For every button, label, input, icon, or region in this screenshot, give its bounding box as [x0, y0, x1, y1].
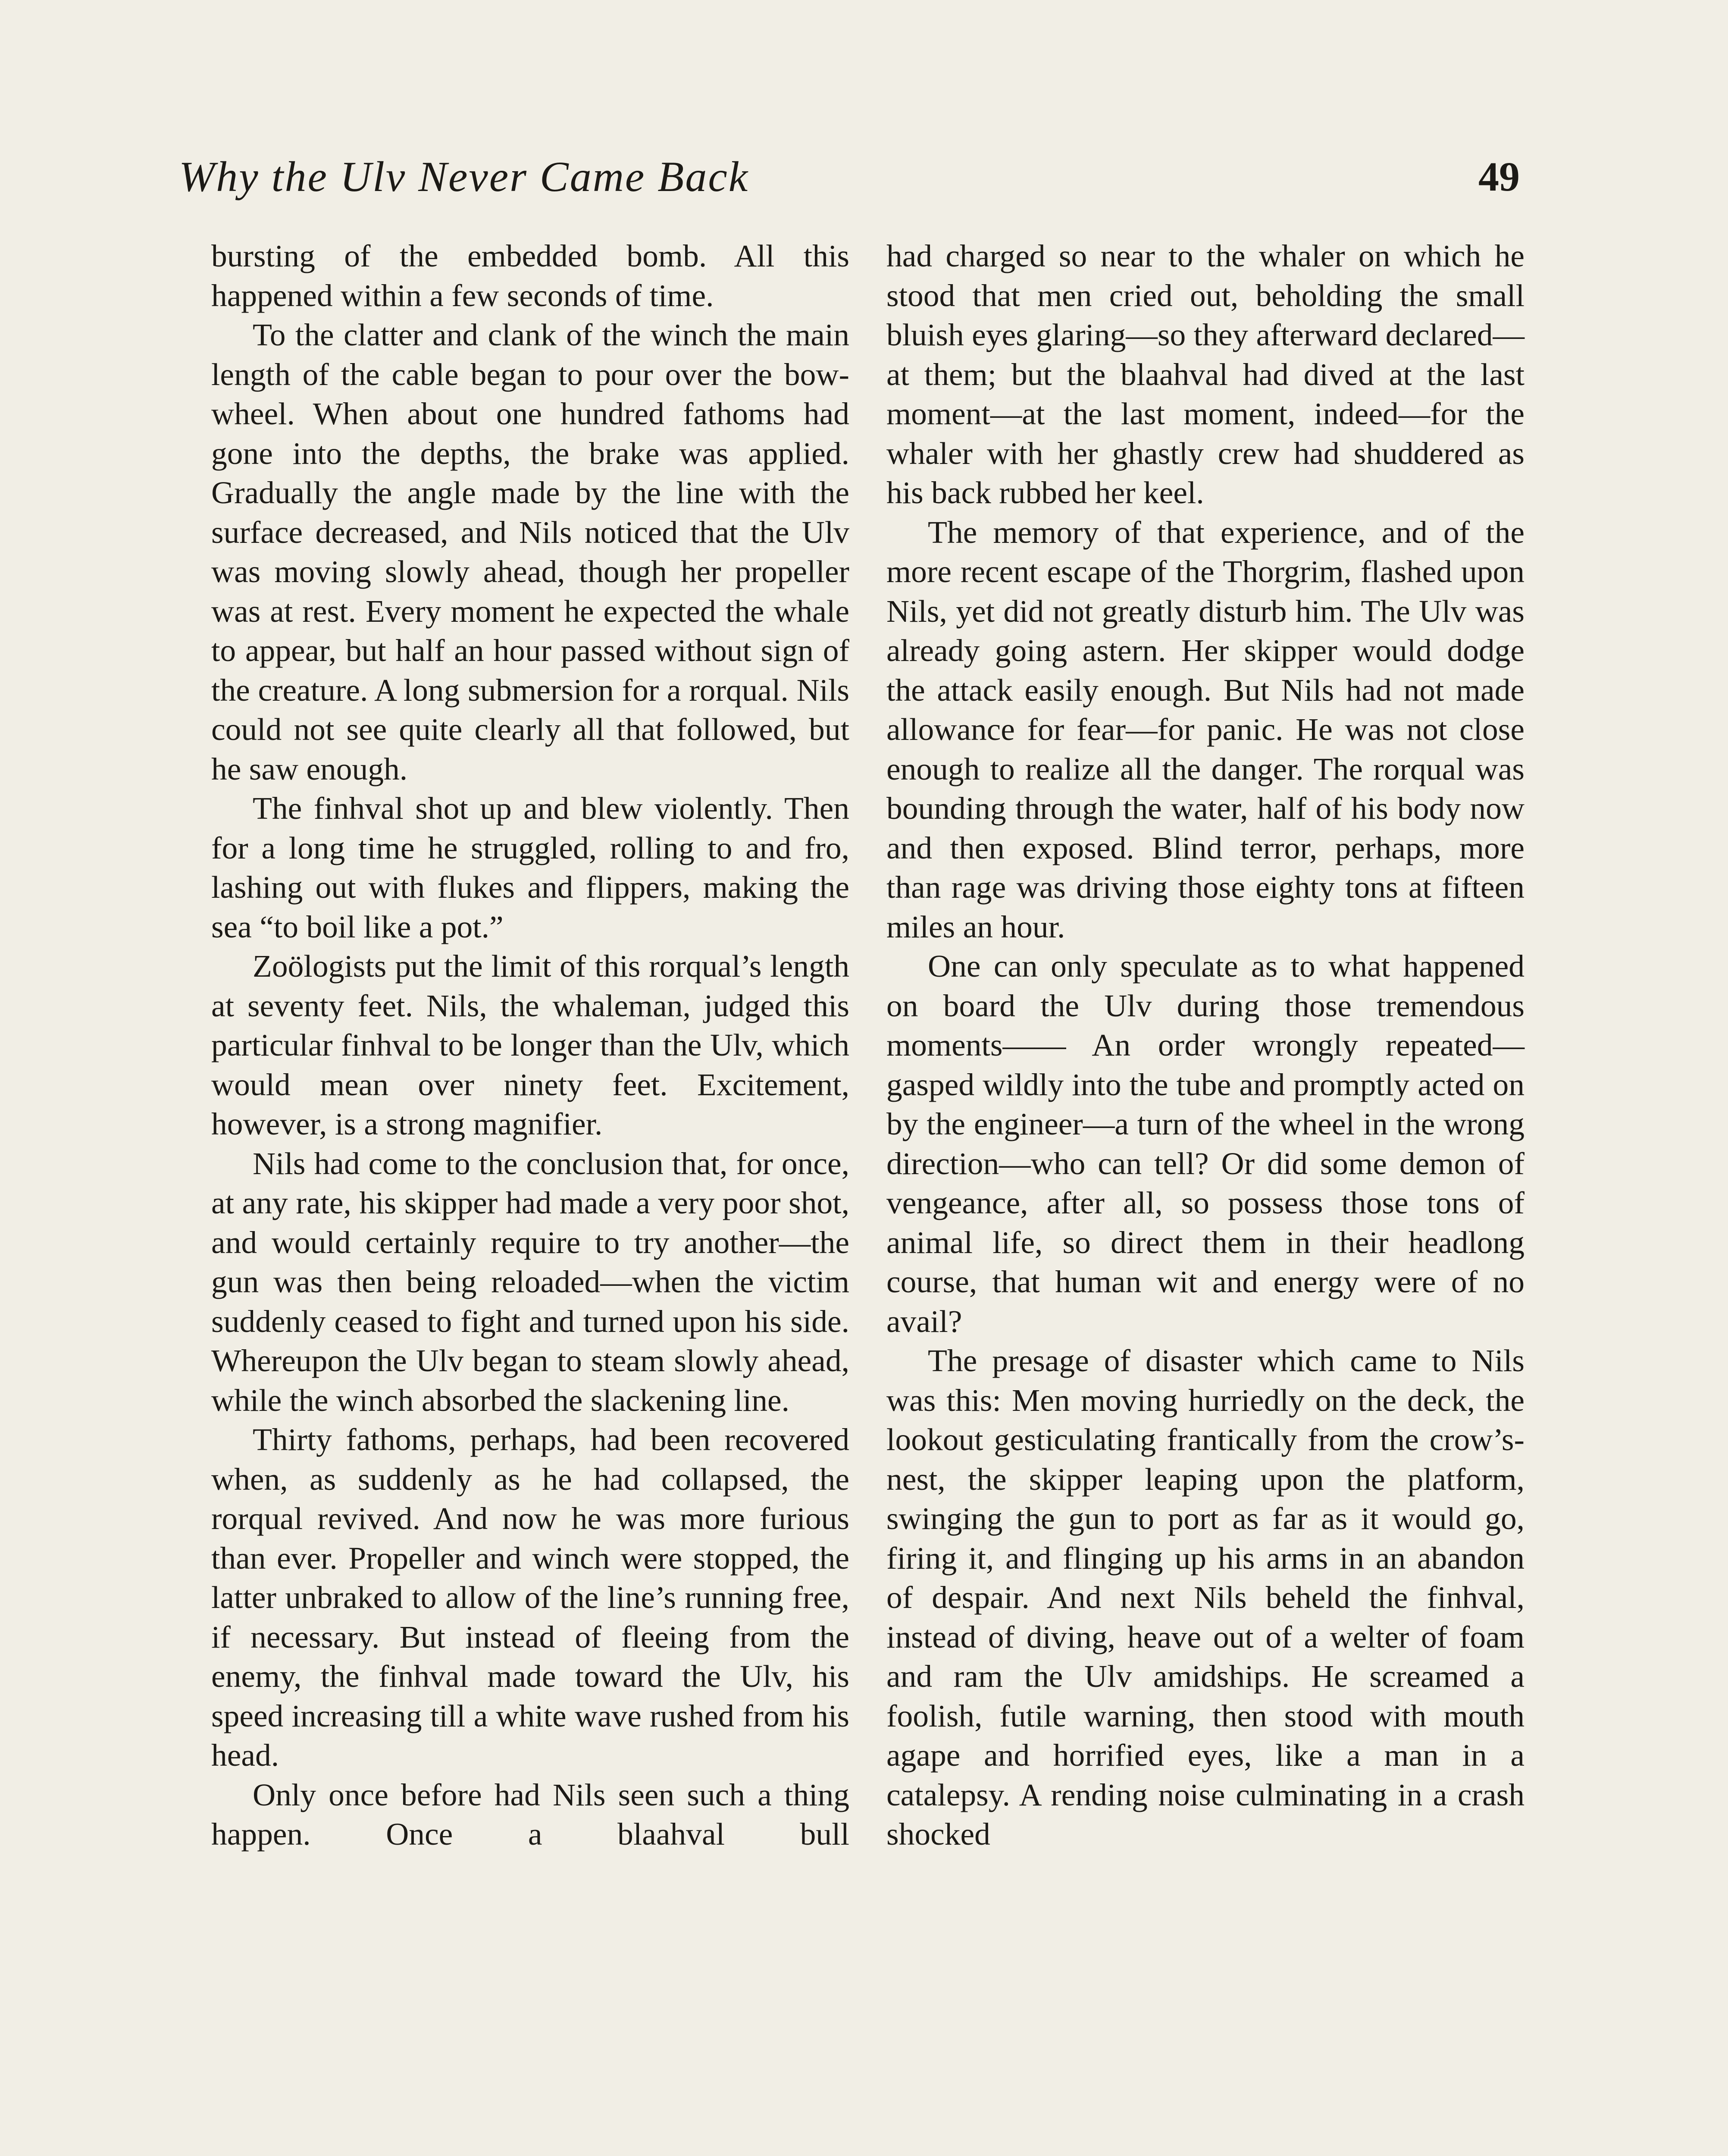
running-title: Why the Ulv Never Came Back — [179, 153, 749, 201]
left-column — [211, 236, 849, 1854]
paragraph: The finhval shot up and blew violently. Then for a long time he struggled, rolling to and fro, lashing out with flukes and flippers, making the sea “to boil like a pot.” — [211, 791, 849, 944]
paragraph: Only once before had Nils seen such a thing happen. Once a blaahval bull — [211, 1777, 849, 1852]
paragraph: bursting of the embedded bomb. All this happened within a few seconds of time. — [211, 238, 849, 313]
running-head — [179, 149, 1520, 209]
paragraph: Zoölogists put the limit of this rorqual’s length at seventy feet. Nils, the whaleman, judged this particular finhval to be longer than the Ulv, which would mean over ninety feet. Excitement, however, is a strong magnifier. — [211, 949, 849, 1141]
paragraph: To the clatter and clank of the winch the main length of the cable began to pour over the bow-wheel. When about one hundred fathoms had gone into the depths, the brake was applied. Gradually the angle made by the line with the surface decreased, and Nils noticed that the Ulv was moving slowly ahead, though her propeller was at rest. Every moment he expected the whale to appear, but half an hour passed without sign of the creature. A long submersion for a rorqual. Nils could not see quite clearly all that followed, but he saw enough. — [211, 317, 849, 787]
paragraph: The presage of disaster which came to Nils was this: Men moving hurriedly on the deck, the lookout gesticulating frantically from the crow’s-nest, the skipper leaping upon the platform, swinging the gun to port as far as it would go, firing it, and flinging up his arms in an abandon of despair. And next Nils beheld the finhval, instead of diving, heave out of a welter of foam and ram the Ulv amidships. He screamed a foolish, futile warning, then stood with mouth agape and horrified eyes, like a man in a catalepsy. A rending noise culminating in a crash shocked — [886, 1343, 1525, 1852]
paragraph: One can only speculate as to what happened on board the Ulv during those tremendous moments—— An order wrongly repeated—gasped wildly into the tube and promptly acted on by the engineer—a turn of the wheel in the wrong direction—who can tell? Or did some demon of vengeance, after all, so possess those tons of animal life, so direct them in their headlong course, that human wit and energy were of no avail? — [886, 949, 1525, 1339]
paragraph: Thirty fathoms, perhaps, had been recovered when, as suddenly as he had collapsed, the rorqual revived. And now he was more furious than ever. Propeller and winch were stopped, the latter unbraked to allow of the line’s running free, if necessary. But instead of fleeing from the enemy, the finhval made toward the Ulv, his speed increasing till a white wave rushed from his head. — [211, 1422, 849, 1773]
paragraph: had charged so near to the whaler on which he stood that men cried out, beholding the small bluish eyes glaring—so they afterward declared—at them; but the blaahval had dived at the last moment—at the last moment, indeed—for the whaler with her ghastly crew had shuddered as his back rubbed her keel. — [886, 238, 1525, 510]
right-column — [886, 236, 1525, 1854]
page-number: 49 — [1478, 154, 1520, 200]
paragraph: The memory of that experience, and of the more recent escape of the Thorgrim, flashed upon Nils, yet did not greatly disturb him. The Ulv was already going astern. Her skipper would dodge the attack easily enough. But Nils had not made allowance for fear—for panic. He was not close enough to realize all the danger. The rorqual was bounding through the water, half of his body now and then exposed. Blind terror, perhaps, more than rage was driving those eighty tons at fifteen miles an hour. — [886, 514, 1525, 944]
paragraph: Nils had come to the conclusion that, for once, at any rate, his skipper had made a very poor shot, and would certainly require to try another—the gun was then being reloaded—when the victim suddenly ceased to fight and turned upon his side. Whereupon the Ulv began to steam slowly ahead, while the winch absorbed the slackening line. — [211, 1146, 849, 1418]
